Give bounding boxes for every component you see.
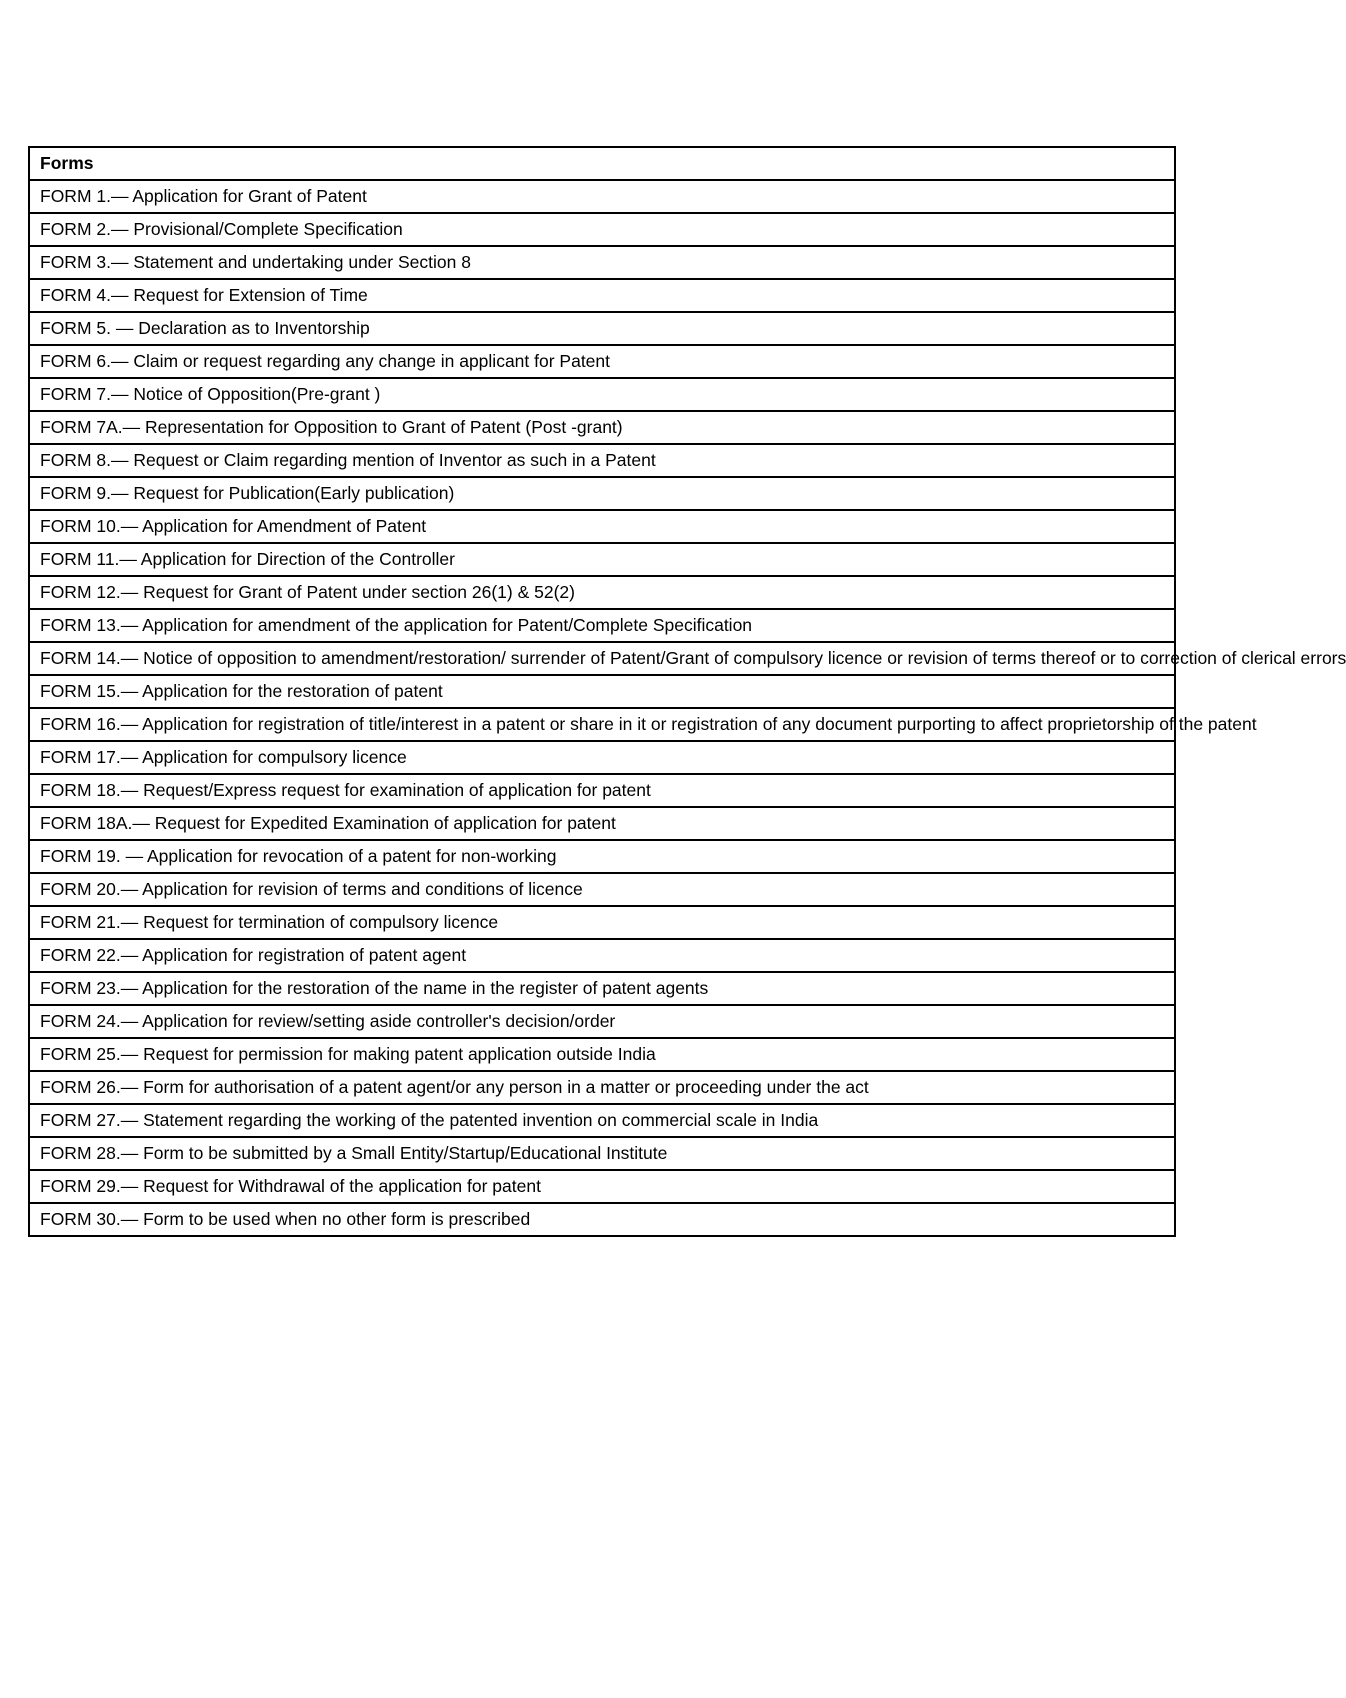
- form-entry-cell: FORM 15.— Application for the restoration of patent: [29, 675, 1175, 708]
- table-row: [29, 1071, 1175, 1104]
- form-entry-cell: FORM 7A.— Representation for Opposition to Grant of Patent (Post -grant): [29, 411, 1175, 444]
- table-row: [29, 1005, 1175, 1038]
- table-row: [29, 576, 1175, 609]
- table-row: [29, 444, 1175, 477]
- table-row: [29, 741, 1175, 774]
- form-entry-cell: FORM 11.— Application for Direction of the Controller: [29, 543, 1175, 576]
- table-row: [29, 906, 1175, 939]
- table-row: [29, 939, 1175, 972]
- table-row: [29, 1170, 1175, 1203]
- form-entry-cell: FORM 12.— Request for Grant of Patent under section 26(1) & 52(2): [29, 576, 1175, 609]
- form-entry-cell: FORM 8.— Request or Claim regarding mention of Inventor as such in a Patent: [29, 444, 1175, 477]
- table-row: [29, 609, 1175, 642]
- table-row: [29, 708, 1175, 741]
- table-row: [29, 675, 1175, 708]
- table-row: [29, 180, 1175, 213]
- table-row: [29, 510, 1175, 543]
- table-row: [29, 1203, 1175, 1236]
- form-entry-cell: FORM 7.— Notice of Opposition(Pre-grant ): [29, 378, 1175, 411]
- form-entry-cell: FORM 18.— Request/Express request for examination of application for patent: [29, 774, 1175, 807]
- table-row: [29, 840, 1175, 873]
- table-row: [29, 642, 1175, 675]
- form-entry-cell: FORM 16.— Application for registration of title/interest in a patent or share in it or registration of any document purporting to affect proprietorship of the patent: [29, 708, 1175, 741]
- form-entry-cell: FORM 27.— Statement regarding the working of the patented invention on commercial scale in India: [29, 1104, 1175, 1137]
- form-entry-cell: FORM 30.— Form to be used when no other form is prescribed: [29, 1203, 1175, 1236]
- form-entry-cell: FORM 4.— Request for Extension of Time: [29, 279, 1175, 312]
- form-entry-cell: FORM 28.— Form to be submitted by a Small Entity/Startup/Educational Institute: [29, 1137, 1175, 1170]
- table-row: [29, 213, 1175, 246]
- form-entry-cell: FORM 5. — Declaration as to Inventorship: [29, 312, 1175, 345]
- table-row: [29, 477, 1175, 510]
- form-entry-cell: FORM 2.— Provisional/Complete Specification: [29, 213, 1175, 246]
- table-header-cell: Forms: [29, 147, 1175, 180]
- form-entry-cell: FORM 25.— Request for permission for making patent application outside India: [29, 1038, 1175, 1071]
- table-row: [29, 246, 1175, 279]
- forms-table-body: [29, 147, 1346, 1236]
- form-entry-cell: FORM 24.— Application for review/setting aside controller's decision/order: [29, 1005, 1175, 1038]
- table-row: [29, 1137, 1175, 1170]
- table-row: [29, 279, 1175, 312]
- form-entry-cell: FORM 23.— Application for the restoration of the name in the register of patent agents: [29, 972, 1175, 1005]
- form-entry-cell: FORM 19. — Application for revocation of a patent for non-working: [29, 840, 1175, 873]
- form-entry-cell: FORM 17.— Application for compulsory licence: [29, 741, 1175, 774]
- form-entry-cell: FORM 3.— Statement and undertaking under Section 8: [29, 246, 1175, 279]
- form-entry-cell: FORM 1.— Application for Grant of Patent: [29, 180, 1175, 213]
- table-row: [29, 411, 1175, 444]
- table-header-row: [29, 147, 1175, 180]
- form-entry-cell: FORM 14.— Notice of opposition to amendment/restoration/ surrender of Patent/Grant of compulsory licence or revision of terms thereof or to correction of clerical errors: [29, 642, 1175, 675]
- table-row: [29, 345, 1175, 378]
- form-entry-cell: FORM 13.— Application for amendment of the application for Patent/Complete Specification: [29, 609, 1175, 642]
- table-row: [29, 774, 1175, 807]
- form-entry-cell: FORM 21.— Request for termination of compulsory licence: [29, 906, 1175, 939]
- forms-table: [28, 146, 1346, 1237]
- table-row: [29, 378, 1175, 411]
- form-entry-cell: FORM 10.— Application for Amendment of Patent: [29, 510, 1175, 543]
- table-row: [29, 312, 1175, 345]
- table-row: [29, 807, 1175, 840]
- table-row: [29, 543, 1175, 576]
- table-row: [29, 1104, 1175, 1137]
- form-entry-cell: FORM 22.— Application for registration of patent agent: [29, 939, 1175, 972]
- form-entry-cell: FORM 20.— Application for revision of terms and conditions of licence: [29, 873, 1175, 906]
- form-entry-cell: FORM 26.— Form for authorisation of a patent agent/or any person in a matter or proceeding under the act: [29, 1071, 1175, 1104]
- form-entry-cell: FORM 9.— Request for Publication(Early publication): [29, 477, 1175, 510]
- table-row: [29, 1038, 1175, 1071]
- form-entry-cell: FORM 29.— Request for Withdrawal of the application for patent: [29, 1170, 1175, 1203]
- form-entry-cell: FORM 18A.— Request for Expedited Examination of application for patent: [29, 807, 1175, 840]
- table-row: [29, 972, 1175, 1005]
- form-entry-cell: FORM 6.— Claim or request regarding any change in applicant for Patent: [29, 345, 1175, 378]
- table-row: [29, 873, 1175, 906]
